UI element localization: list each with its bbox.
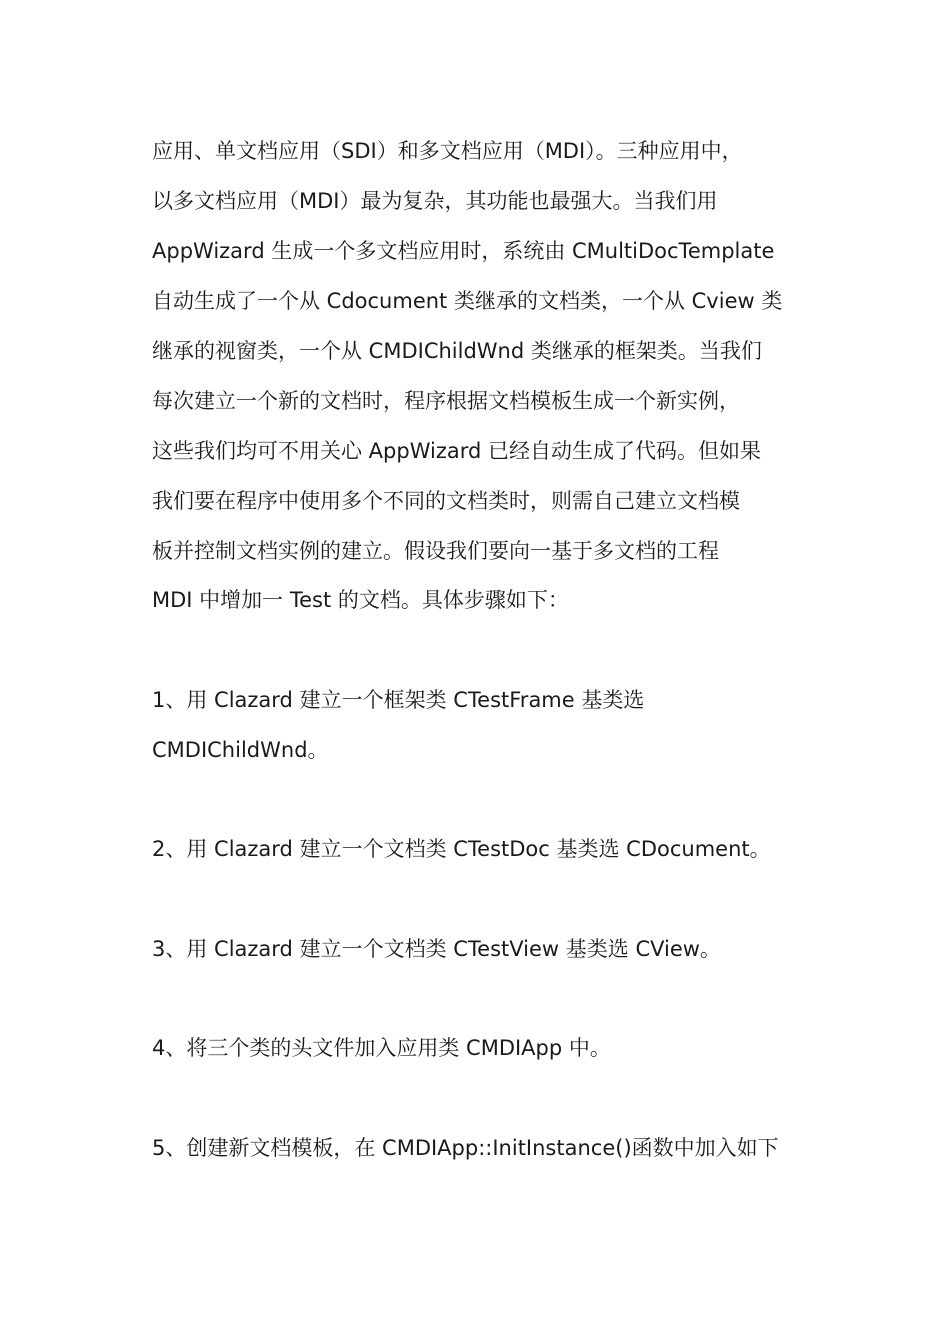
intro-line-10: MDI 中增加一 Test 的文档。具体步骤如下： bbox=[152, 588, 569, 612]
intro-line-2: 以多文档应用（MDI）最为复杂，其功能也最强大。当我们用 bbox=[152, 189, 718, 213]
step-1-line-1: 1、用 Clazard 建立一个框架类 CTestFrame 基类选 bbox=[152, 688, 645, 712]
intro-line-6: 每次建立一个新的文档时，程序根据文档模板生成一个新实例， bbox=[152, 389, 740, 413]
step-4: 4、将三个类的头文件加入应用类 CMDIApp 中。 bbox=[152, 1036, 611, 1060]
step-5: 5、创建新文档模板，在 CMDIApp::InitInstance()函数中加入如下 bbox=[152, 1136, 779, 1160]
intro-line-8: 我们要在程序中使用多个不同的文档类时，则需自己建立文档模 bbox=[152, 489, 740, 513]
intro-line-9: 板并控制文档实例的建立。假设我们要向一基于多文档的工程 bbox=[152, 539, 719, 563]
step-3: 3、用 Clazard 建立一个文档类 CTestView 基类选 CView。 bbox=[152, 937, 721, 961]
intro-line-7: 这些我们均可不用关心 AppWizard 已经自动生成了代码。但如果 bbox=[152, 439, 761, 463]
step-2: 2、用 Clazard 建立一个文档类 CTestDoc 基类选 CDocument。 bbox=[152, 837, 771, 861]
intro-line-5: 继承的视窗类，一个从 CMDIChildWnd 类继承的框架类。当我们 bbox=[152, 339, 762, 363]
intro-line-3: AppWizard 生成一个多文档应用时，系统由 CMultiDocTemplate bbox=[152, 239, 775, 263]
intro-line-1: 应用、单文档应用（SDI）和多文档应用（MDI）。三种应用中， bbox=[152, 139, 743, 163]
intro-line-4: 自动生成了一个从 Cdocument 类继承的文档类，一个从 Cview 类 bbox=[152, 289, 783, 313]
step-1-line-2: CMDIChildWnd。 bbox=[152, 738, 329, 762]
